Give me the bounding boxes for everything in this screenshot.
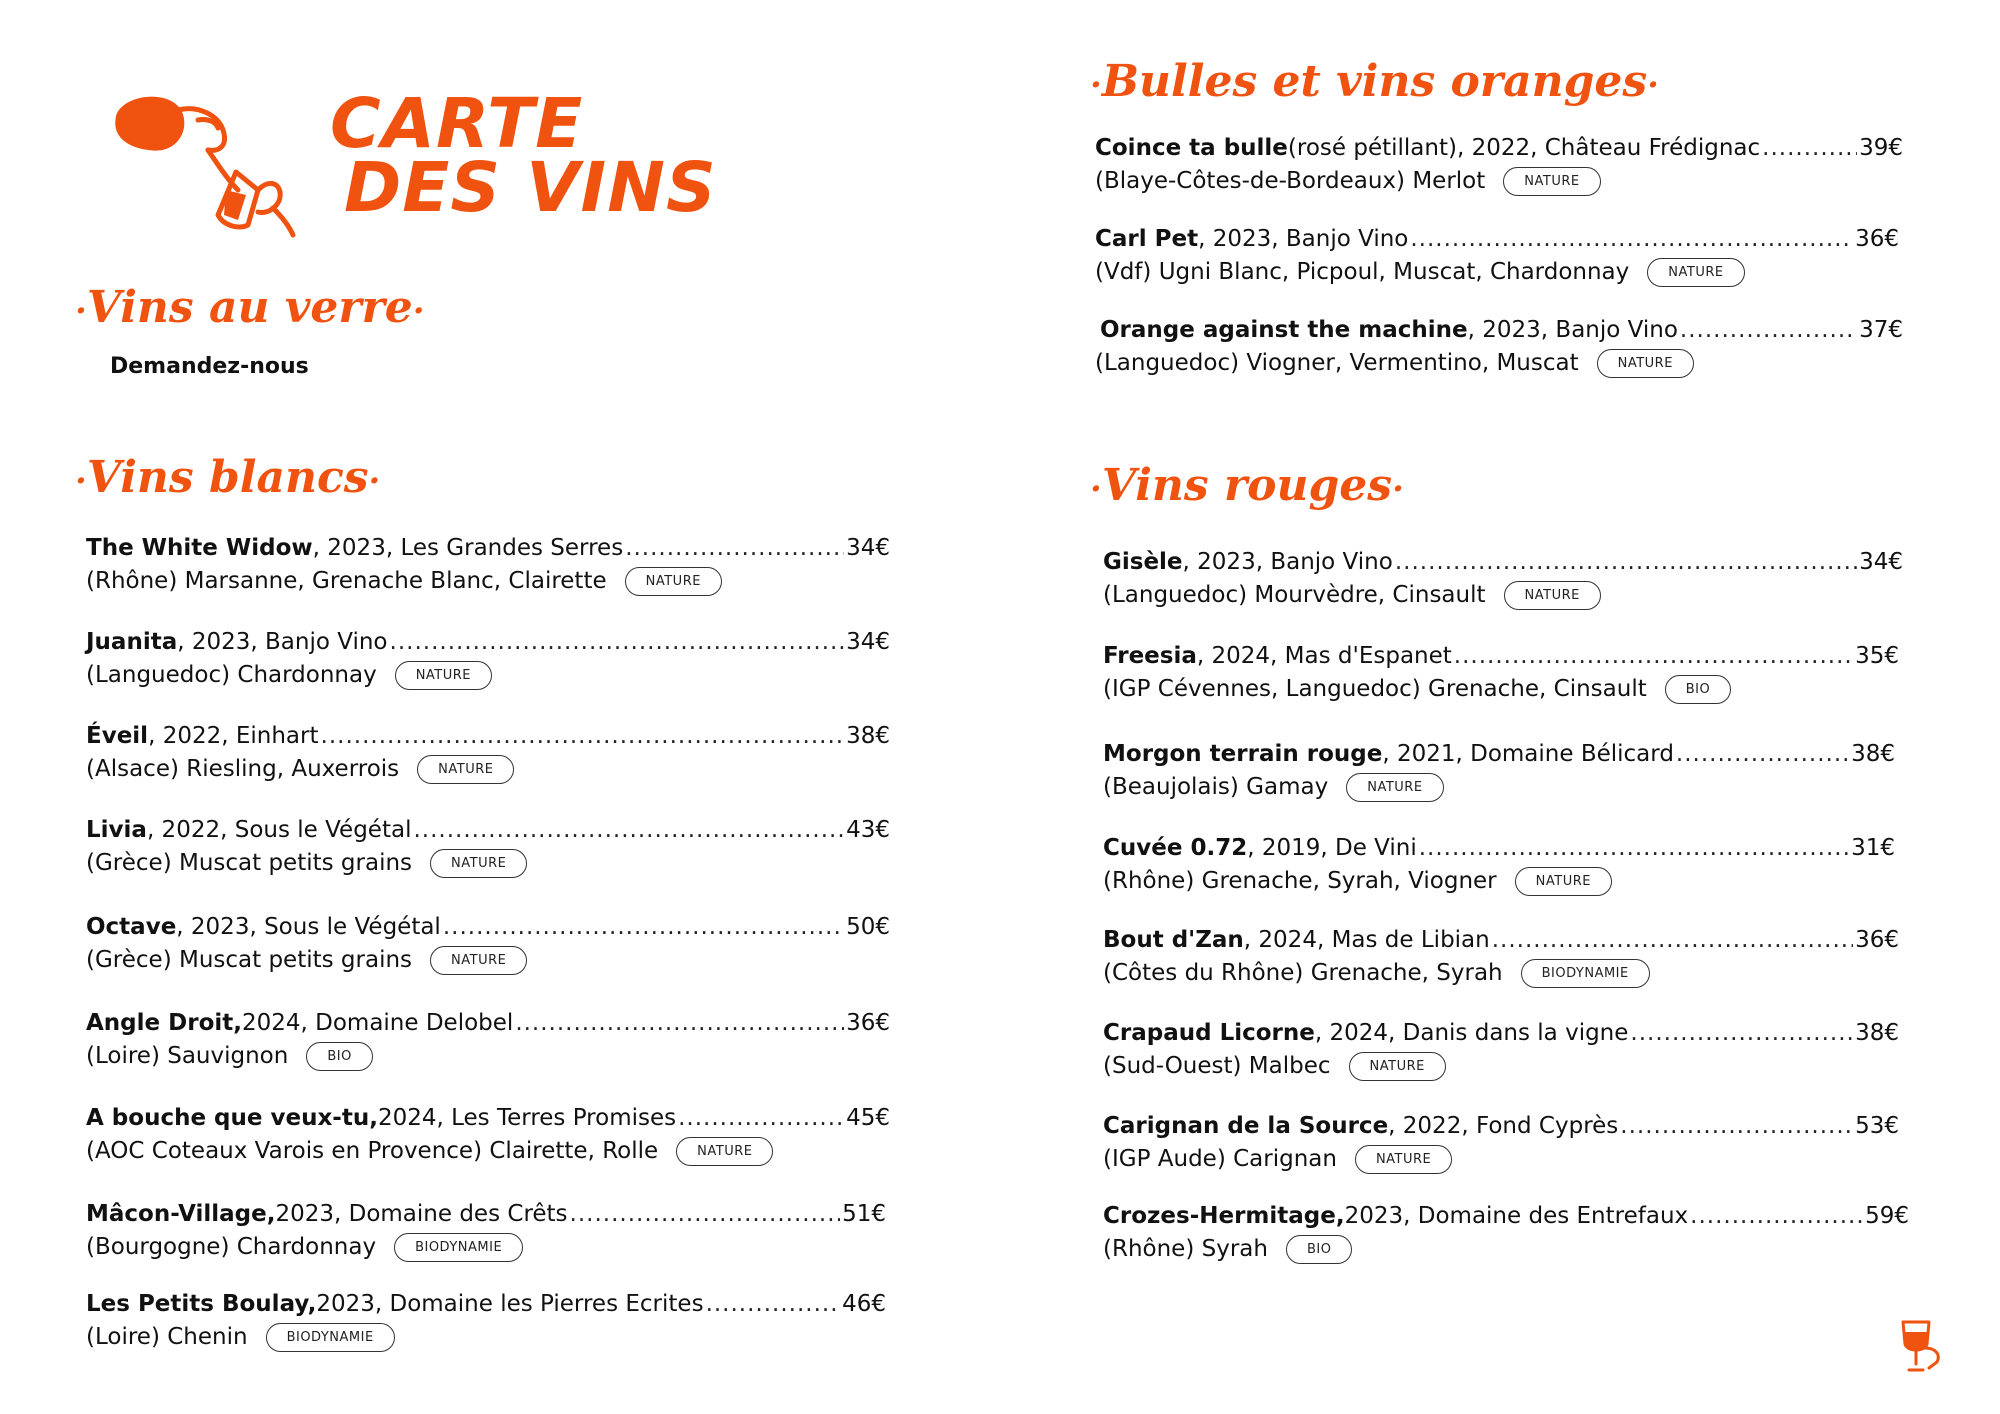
dot-leader xyxy=(1690,1200,1863,1233)
wine-tag: NATURE xyxy=(395,661,492,690)
wine-price: 36€ xyxy=(1855,927,1899,953)
title-line-1: CARTE xyxy=(330,84,584,164)
dot-leader xyxy=(570,1198,841,1231)
wine-tag: NATURE xyxy=(430,849,527,878)
list-item xyxy=(86,626,890,692)
dot-leader xyxy=(1419,832,1849,865)
wine-name: Crozes-Hermitage, xyxy=(1103,1203,1345,1229)
wine-price: 39€ xyxy=(1859,135,1903,161)
wine-origin: (Rhône) Marsanne, Grenache Blanc, Clairette xyxy=(86,568,607,594)
wine-tag: NATURE xyxy=(417,755,514,784)
wine-origin: (Bourgogne) Chardonnay xyxy=(86,1234,377,1260)
wine-name: Carl Pet xyxy=(1095,226,1199,252)
wine-price: 46€ xyxy=(842,1291,886,1317)
wine-price: 59€ xyxy=(1865,1203,1909,1229)
list-item xyxy=(86,911,890,977)
wine-price: 51€ xyxy=(842,1201,886,1227)
dot-leader xyxy=(515,1007,844,1040)
dot-leader xyxy=(443,911,844,944)
wine-details: 2023, Domaine des Crêts xyxy=(275,1201,568,1227)
wine-tag: BIO xyxy=(1665,675,1732,704)
wine-name: Juanita xyxy=(86,629,178,655)
page-title xyxy=(330,84,717,228)
wine-tag: NATURE xyxy=(430,946,527,975)
wine-origin: (Rhône) Syrah xyxy=(1103,1236,1268,1262)
list-item xyxy=(1103,1110,1899,1176)
wine-origin: (Languedoc) Viogner, Vermentino, Muscat xyxy=(1095,350,1579,376)
wine-name: Crapaud Licorne xyxy=(1103,1020,1315,1046)
wine-price: 36€ xyxy=(846,1010,890,1036)
wine-tag: BIO xyxy=(306,1042,373,1071)
wine-details: , 2022, Fond Cyprès xyxy=(1388,1113,1619,1139)
section-title-rouges: ·Vins rouges· xyxy=(1090,460,1404,511)
wine-details: , 2024, Danis dans la vigne xyxy=(1314,1020,1629,1046)
wine-tag: NATURE xyxy=(1355,1145,1452,1174)
wine-origin: (AOC Coteaux Varois en Provence) Clairette, Rolle xyxy=(86,1138,659,1164)
wine-price: 53€ xyxy=(1855,1113,1899,1139)
list-item xyxy=(1095,223,1899,289)
wine-name: Bout d'Zan xyxy=(1103,927,1244,953)
wine-details: 2023, Domaine les Pierres Ecrites xyxy=(316,1291,704,1317)
wine-name: Orange against the machine xyxy=(1100,317,1468,343)
wine-glass-icon xyxy=(1895,1318,1945,1378)
dot-leader xyxy=(321,720,845,753)
wine-tag: NATURE xyxy=(625,567,722,596)
wine-tag: BIODYNAMIE xyxy=(266,1323,395,1352)
section-title-verre: ·Vins au verre· xyxy=(75,282,425,333)
list-item xyxy=(86,532,890,598)
dot-leader xyxy=(1395,546,1857,579)
dot-leader xyxy=(1620,1110,1853,1143)
wine-origin: (Sud-Ouest) Malbec xyxy=(1103,1053,1331,1079)
dot-leader xyxy=(390,626,845,659)
wine-name: Éveil xyxy=(86,723,149,749)
dot-leader xyxy=(706,1288,841,1321)
dot-leader xyxy=(625,532,844,565)
wine-price: 34€ xyxy=(846,535,890,561)
list-item xyxy=(1095,314,1903,380)
wine-name: Carignan de la Source xyxy=(1103,1113,1389,1139)
wine-tag: NATURE xyxy=(1647,258,1744,287)
wine-details: 2024, Les Terres Promises xyxy=(377,1105,677,1131)
wine-origin: (Loire) Chenin xyxy=(86,1324,248,1350)
wine-name: Livia xyxy=(86,817,147,843)
dot-leader xyxy=(1630,1017,1853,1050)
wine-name: Coince ta bulle xyxy=(1095,135,1288,161)
list-item xyxy=(1103,1200,1909,1266)
wine-origin: (IGP Cévennes, Languedoc) Grenache, Cinsault xyxy=(1103,676,1647,702)
wine-tag: NATURE xyxy=(1503,167,1600,196)
wine-name: Freesia xyxy=(1103,643,1197,669)
wine-name: Octave xyxy=(86,914,177,940)
list-item xyxy=(1103,924,1899,990)
wine-tag: BIO xyxy=(1286,1235,1353,1264)
wine-details: (rosé pétillant), 2022, Château Frédignac xyxy=(1287,135,1761,161)
wine-tag: NATURE xyxy=(1346,773,1443,802)
wine-origin: (Grèce) Muscat petits grains xyxy=(86,850,413,876)
list-item xyxy=(1103,738,1895,804)
wine-details: , 2023, Banjo Vino xyxy=(1182,549,1393,575)
wine-details: , 2023, Banjo Vino xyxy=(1198,226,1409,252)
wine-origin: (Loire) Sauvignon xyxy=(86,1043,289,1069)
wine-price: 35€ xyxy=(1855,643,1899,669)
dot-leader xyxy=(678,1102,844,1135)
list-item xyxy=(86,1288,886,1354)
wine-price: 38€ xyxy=(846,723,890,749)
list-item xyxy=(86,720,890,786)
wine-tag: NATURE xyxy=(676,1137,773,1166)
wine-price: 36€ xyxy=(1855,226,1899,252)
dot-leader xyxy=(1410,223,1853,256)
wine-price: 43€ xyxy=(846,817,890,843)
wine-price: 50€ xyxy=(846,914,890,940)
wine-price: 37€ xyxy=(1859,317,1903,343)
wine-price: 38€ xyxy=(1851,741,1895,767)
list-item xyxy=(1095,132,1903,198)
wine-origin: (Rhône) Grenache, Syrah, Viogner xyxy=(1103,868,1497,894)
list-item xyxy=(86,1198,886,1264)
wine-details: , 2024, Mas de Libian xyxy=(1243,927,1490,953)
wine-details: , 2019, De Vini xyxy=(1247,835,1417,861)
wine-details: , 2023, Banjo Vino xyxy=(1467,317,1678,343)
wine-origin: (Alsace) Riesling, Auxerrois xyxy=(86,756,400,782)
wine-origin: (Grèce) Muscat petits grains xyxy=(86,947,413,973)
section-title-blancs: ·Vins blancs· xyxy=(75,452,381,503)
wine-origin: (Côtes du Rhône) Grenache, Syrah xyxy=(1103,960,1503,986)
wine-name: Morgon terrain rouge xyxy=(1103,741,1383,767)
list-item xyxy=(86,1007,890,1073)
wine-name: Cuvée 0.72 xyxy=(1103,835,1248,861)
wine-price: 38€ xyxy=(1855,1020,1899,1046)
wine-name: The White Widow xyxy=(86,535,313,561)
wine-details: , 2022, Einhart xyxy=(148,723,319,749)
list-item xyxy=(86,1102,890,1168)
wine-origin: (Languedoc) Mourvèdre, Cinsault xyxy=(1103,582,1486,608)
wine-name: Gisèle xyxy=(1103,549,1183,575)
wine-details: , 2024, Mas d'Espanet xyxy=(1196,643,1452,669)
wine-tag: NATURE xyxy=(1597,349,1694,378)
wine-price: 34€ xyxy=(846,629,890,655)
wine-tag: NATURE xyxy=(1515,867,1612,896)
title-line-2: DES VINS xyxy=(344,148,717,228)
wine-origin: (Languedoc) Chardonnay xyxy=(86,662,377,688)
list-item xyxy=(86,814,890,880)
dot-leader xyxy=(1492,924,1853,957)
wine-name: Angle Droit, xyxy=(86,1010,242,1036)
dot-leader xyxy=(413,814,844,847)
wine-details: 2024, Domaine Delobel xyxy=(241,1010,514,1036)
wine-details: , 2023, Les Grandes Serres xyxy=(312,535,624,561)
dot-leader xyxy=(1676,738,1849,771)
wine-price: 31€ xyxy=(1851,835,1895,861)
wine-origin: (IGP Aude) Carignan xyxy=(1103,1146,1337,1172)
list-item xyxy=(1103,640,1899,706)
wine-name: Mâcon-Village, xyxy=(86,1201,276,1227)
wine-tag: NATURE xyxy=(1349,1052,1446,1081)
wine-name: A bouche que veux-tu, xyxy=(86,1105,378,1131)
wine-tag: BIODYNAMIE xyxy=(394,1233,523,1262)
wine-origin: (Vdf) Ugni Blanc, Picpoul, Muscat, Chardonnay xyxy=(1095,259,1630,285)
wine-details: 2023, Domaine des Entrefaux xyxy=(1344,1203,1689,1229)
dot-leader xyxy=(1454,640,1853,673)
list-item xyxy=(1103,1017,1899,1083)
wine-price: 45€ xyxy=(846,1105,890,1131)
section-title-bulles: ·Bulles et vins oranges· xyxy=(1090,56,1659,107)
wine-price: 34€ xyxy=(1859,549,1903,575)
wine-details: , 2021, Domaine Bélicard xyxy=(1382,741,1674,767)
wine-origin: (Blaye-Côtes-de-Bordeaux) Merlot xyxy=(1095,168,1486,194)
wine-tag: BIODYNAMIE xyxy=(1521,959,1650,988)
wine-tag: NATURE xyxy=(1504,581,1601,610)
wine-origin: (Beaujolais) Gamay xyxy=(1103,774,1329,800)
pouring-hand-logo-icon xyxy=(108,90,298,240)
list-item xyxy=(1103,832,1895,898)
dot-leader xyxy=(1680,314,1857,347)
wine-details: , 2023, Sous le Végétal xyxy=(176,914,441,940)
dot-leader xyxy=(1762,132,1857,165)
verre-note: Demandez-nous xyxy=(110,354,309,379)
wine-name: Les Petits Boulay, xyxy=(86,1291,317,1317)
list-item xyxy=(1103,546,1903,612)
wine-details: , 2022, Sous le Végétal xyxy=(146,817,412,843)
wine-details: , 2023, Banjo Vino xyxy=(177,629,388,655)
